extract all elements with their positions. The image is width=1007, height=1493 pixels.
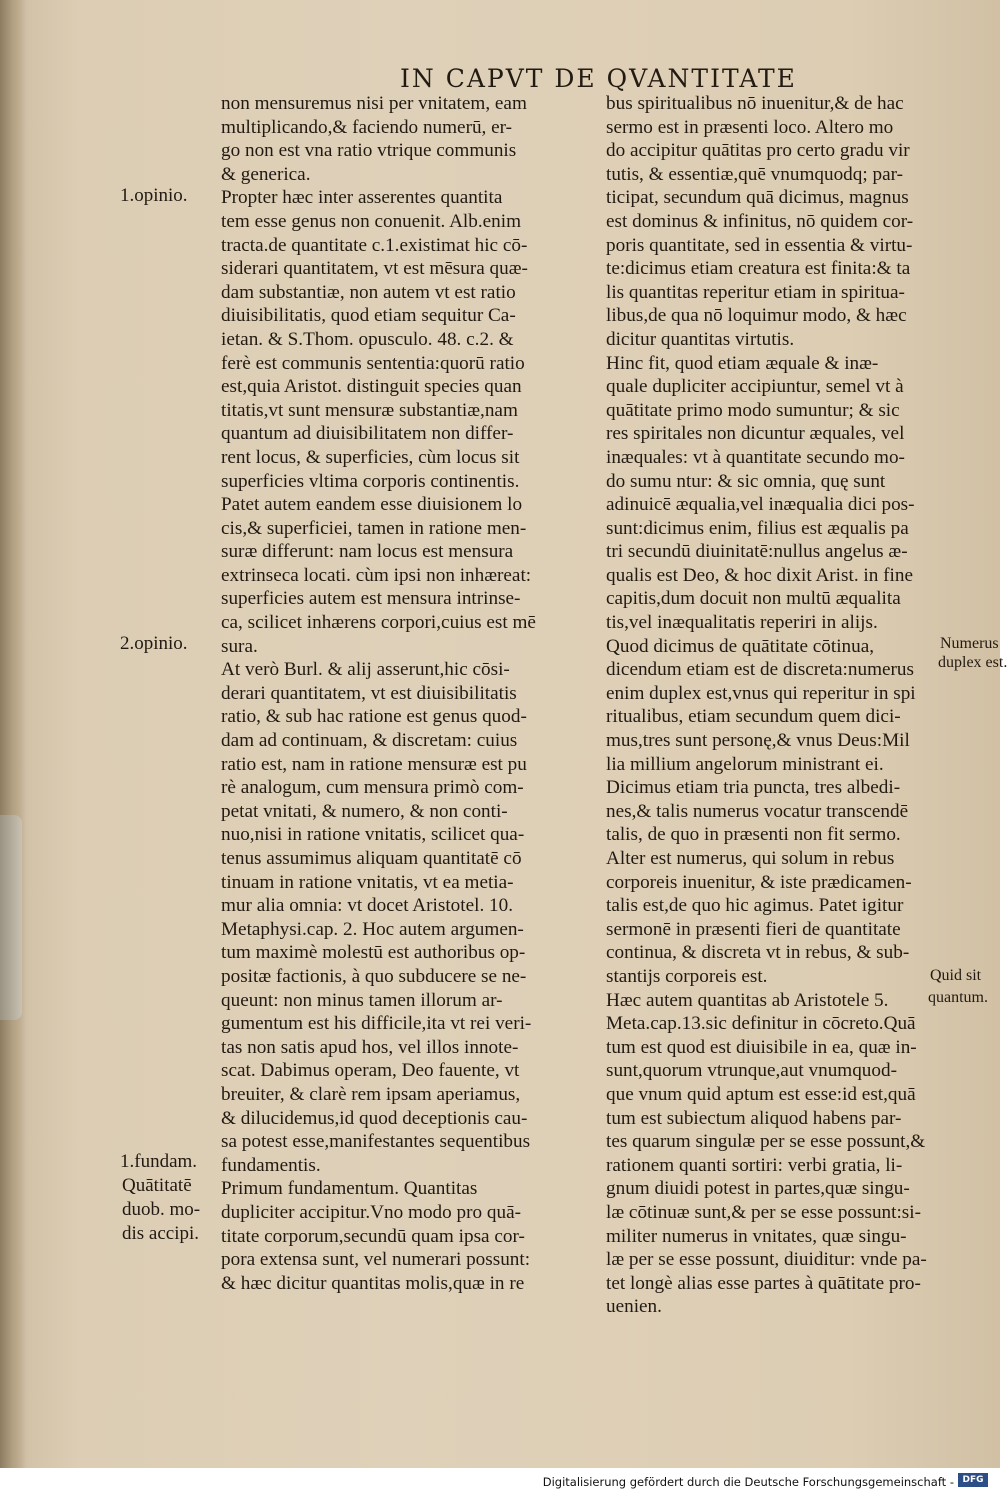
text-line: res spiritales non dicuntur æquales, vel bbox=[606, 423, 905, 445]
text-line: Primum fundamentum. Quantitas bbox=[221, 1178, 478, 1200]
binding-clip bbox=[0, 815, 22, 1020]
text-line: ferè est communis sententia:quorū ratio bbox=[221, 352, 525, 374]
text-line: quantum ad diuisibilitatem non differ- bbox=[221, 423, 514, 445]
text-line: poris quantitate, sed in essentia & virtu- bbox=[606, 234, 913, 256]
text-line: tenus assumimus aliquam quantitatē cō bbox=[221, 848, 522, 869]
text-line: non mensuremus nisi per vnitatem, eam bbox=[221, 93, 527, 114]
text-line: derari quantitatem, vt est diuisibilitatis bbox=[221, 682, 517, 704]
marginal-note-fundam-1: 1.fundam. bbox=[120, 1151, 198, 1172]
text-line: Metaphysi.cap. 2. Hoc autem argumen- bbox=[221, 918, 524, 940]
text-line: enim duplex est,vnus qui reperitur in spi bbox=[606, 682, 916, 704]
text-line: nuo,nisi in ratione vnitatis, scilicet qua- bbox=[221, 824, 525, 846]
marginal-note-numerus-2: duplex est. bbox=[938, 654, 1007, 671]
dfg-logo: DFG bbox=[958, 1473, 988, 1487]
text-line: libus,de qua nō loquimur modo, & hæc bbox=[606, 305, 907, 327]
text-line: pora extensa sunt, vel numerari possunt: bbox=[221, 1249, 531, 1271]
text-line: que vnum quid aptum est esse:id est,quā bbox=[606, 1083, 916, 1105]
text-line: sura. bbox=[221, 635, 258, 657]
text-line: tri secundū diuinitatē:nullus angelus æ- bbox=[606, 541, 908, 563]
text-line: dicitur quantitas virtutis. bbox=[606, 328, 795, 350]
text-line: multiplicando,& faciendo numerū, er- bbox=[221, 116, 513, 138]
marginal-note-opinio-2: 2.opinio. bbox=[120, 633, 188, 654]
text-line: adinuicē æqualia,vel inæqualia dici pos- bbox=[606, 494, 915, 516]
text-line: queunt: non minus tamen illorum ar- bbox=[221, 989, 503, 1011]
text-line: sa potest esse,manifestantes sequentibus bbox=[221, 1131, 531, 1153]
text-line: læ per se esse possunt, diuiditur: vnde pa- bbox=[606, 1249, 927, 1271]
text-line: sunt,quorum vtrunque,aut vnumquod- bbox=[606, 1060, 897, 1082]
text-line: qualis est Deo, & hoc dixit Arist. in fine bbox=[606, 564, 913, 586]
text-line: Hinc fit, quod etiam æquale & inæ- bbox=[606, 352, 879, 374]
text-line: tutis, & essentiæ,quē vnumquodq; par- bbox=[606, 163, 903, 185]
text-line: lia millium angelorum ministrant ei. bbox=[606, 753, 884, 775]
text-line: suræ differunt: nam locus est mensura bbox=[221, 541, 514, 563]
text-line: bus spiritualibus nō inuenitur,& de hac bbox=[606, 93, 904, 114]
text-line: & dilucidemus,id quod deceptionis cau- bbox=[221, 1107, 528, 1129]
text-line: superficies autem est mensura intrinse- bbox=[221, 588, 521, 610]
text-line: te:dicimus etiam creatura est finita:& ta bbox=[606, 258, 911, 280]
text-line: breuiter, & clarè rem ipsam aperiamus, bbox=[221, 1083, 521, 1105]
text-line: talis, de quo in præsenti non fit sermo. bbox=[606, 824, 901, 846]
text-line: talis est,de quo hic agimus. Patet igitur bbox=[606, 895, 904, 917]
text-line: gnum diuidi potest in partes,quæ singu- bbox=[606, 1178, 910, 1200]
marginal-note-quid-2: quantum. bbox=[928, 989, 988, 1006]
text-line: uenien. bbox=[606, 1296, 662, 1318]
text-line: nes,& talis numerus vocatur transcendē bbox=[606, 800, 909, 822]
text-line: ticipat, secundum quā dicimus, magnus bbox=[606, 187, 909, 209]
text-line: Meta.cap.13.sic definitur in cōcreto.Quā bbox=[606, 1013, 916, 1035]
text-line: Dicimus etiam tria puncta, tres albedi- bbox=[606, 777, 901, 799]
marginal-note-quid-1: Quid sit bbox=[930, 967, 982, 984]
text-line: dicendum etiam est de discreta:numerus bbox=[606, 659, 914, 681]
text-line: dam ad continuam, & discretam: cuius bbox=[221, 730, 518, 752]
marginal-note-quantitate-2: duob. mo- bbox=[122, 1199, 201, 1220]
text-line: lis quantitas reperitur etiam in spiritua- bbox=[606, 281, 905, 303]
text-line: rè analogum, cum mensura primò com- bbox=[221, 777, 524, 799]
text-line: læ cōtinuæ sunt,& per se esse possunt:si- bbox=[606, 1201, 921, 1223]
text-line: positæ factionis, à quo subducere se ne- bbox=[221, 965, 527, 987]
text-line: Propter hæc inter asserentes quantita bbox=[221, 187, 503, 209]
text-line: continua, & discreta vt in rebus, & sub- bbox=[606, 942, 910, 964]
text-line: do sumu ntur: & sic omnia, quę sunt bbox=[606, 470, 886, 492]
text-line: tum est quod est diuisibile in ea, quæ in- bbox=[606, 1036, 917, 1058]
text-line: At verò Burl. & alij asserunt,hic cōsi- bbox=[221, 659, 510, 681]
text-line: Hæc autem quantitas ab Aristotele 5. bbox=[606, 989, 889, 1011]
text-line: fundamentis. bbox=[221, 1154, 321, 1176]
text-line: tum est subiectum aliquod habens par- bbox=[606, 1107, 902, 1129]
text-line: rationem quanti sortiri: verbi gratia, li- bbox=[606, 1154, 903, 1176]
text-line: ritualibus, etiam secundum quem dici- bbox=[606, 706, 901, 728]
text-line: militer numerus in vnitates, quæ singu- bbox=[606, 1225, 907, 1247]
text-line: petat vnitati, & numero, & non conti- bbox=[221, 800, 508, 822]
text-line: cis,& superficiei, tamen in ratione men- bbox=[221, 517, 527, 539]
text-line: ca, scilicet inhærens corpori,cuius est mē bbox=[221, 612, 536, 634]
text-line: & generica. bbox=[221, 163, 311, 185]
text-line: extrinseca locati. cùm ipsi non inhæreat: bbox=[221, 564, 532, 586]
text-line: tinuam in ratione vnitatis, vt ea metia- bbox=[221, 871, 514, 893]
marginal-note-quantitate-1: Quātitatē bbox=[122, 1175, 192, 1196]
left-text-column bbox=[221, 92, 581, 1295]
footer-credit-text: Digitalisierung gefördert durch die Deutsche Forschungsgemeinschaft - bbox=[542, 1475, 954, 1489]
text-line: tas non satis apud hos, vel illos innote- bbox=[221, 1036, 519, 1058]
right-text-column bbox=[606, 92, 954, 1319]
text-line: tem esse genus non conuenit. Alb.enim bbox=[221, 210, 522, 232]
text-line: stantijs corporeis est. bbox=[606, 965, 768, 987]
marginal-note-quantitate-3: dis accipi. bbox=[122, 1223, 200, 1244]
text-line: go non est vna ratio vtrique communis bbox=[221, 140, 517, 162]
text-line: est dominus & infinitus, nō quidem cor- bbox=[606, 210, 914, 232]
running-head: IN CAPVT DE QVANTITATE bbox=[400, 64, 797, 93]
text-line: ratio est, nam in ratione mensuræ est pu bbox=[221, 753, 527, 775]
text-line: Patet autem eandem esse diuisionem lo bbox=[221, 494, 523, 516]
text-line: Quod dicimus de quātitate cōtinua, bbox=[606, 635, 875, 657]
text-line: inæquales: vt à quantitate secundo mo- bbox=[606, 446, 905, 468]
text-line: tracta.de quantitate c.1.existimat hic cō- bbox=[221, 234, 528, 256]
text-line: & hæc dicitur quantitas molis,quæ in re bbox=[221, 1272, 525, 1294]
text-line: titatis,vt sunt mensuræ substantiæ,nam bbox=[221, 399, 518, 421]
text-line: do accipitur quātitas pro certo gradu vir bbox=[606, 140, 910, 162]
text-line: est,quia Aristot. distinguit species quan bbox=[221, 376, 522, 398]
text-line: sermo est in præsenti loco. Altero mo bbox=[606, 116, 894, 138]
page-gutter-shadow bbox=[0, 0, 26, 1468]
text-line: tum maximè molestū est authoribus op- bbox=[221, 942, 526, 964]
text-line: tet longè alias esse partes à quātitate pro- bbox=[606, 1272, 921, 1294]
text-line: titate corporum,secundū quam ipsa cor- bbox=[221, 1225, 525, 1247]
text-line: ietan. & S.Thom. opusculo. 48. c.2. & bbox=[221, 328, 514, 350]
text-line: tes quarum singulæ per se esse possunt,& bbox=[606, 1131, 926, 1153]
marginal-note-numerus-1: Numerus bbox=[940, 635, 999, 652]
text-line: sunt:dicimus enim, filius est æqualis pa bbox=[606, 517, 909, 539]
text-line: Alter est numerus, qui solum in rebus bbox=[606, 848, 895, 869]
text-line: dam substantiæ, non autem vt est ratio bbox=[221, 281, 516, 303]
text-line: gumentum est his difficile,ita vt rei veri- bbox=[221, 1013, 532, 1035]
text-line: siderari quantitatem, vt est mēsura quæ- bbox=[221, 258, 528, 280]
text-line: sermonē in præsenti fieri de quantitate bbox=[606, 918, 901, 940]
text-line: mur alia omnia: vt docet Aristotel. 10. bbox=[221, 895, 514, 917]
text-line: rent locus, & superficies, cùm locus sit bbox=[221, 446, 520, 468]
text-line: diuisibilitatis, quod etiam sequitur Ca- bbox=[221, 305, 516, 327]
text-line: mus,tres sunt personę,& vnus Deus:Mil bbox=[606, 730, 910, 752]
text-line: tis,vel inæqualitatis reperiri in alijs. bbox=[606, 612, 878, 634]
marginal-note-opinio-1: 1.opinio. bbox=[120, 185, 188, 206]
digitization-footer bbox=[0, 1468, 1000, 1493]
text-line: superficies vltima corporis continentis. bbox=[221, 470, 520, 492]
text-line: scat. Dabimus operam, Deo fauente, vt bbox=[221, 1060, 520, 1082]
text-line: quātitate primo modo sumuntur; & sic bbox=[606, 399, 900, 421]
text-line: corporeis inuenitur, & iste prædicamen- bbox=[606, 871, 912, 893]
text-line: quale dupliciter accipiuntur, semel vt à bbox=[606, 376, 904, 398]
text-line: capitis,dum docuit non multū æqualita bbox=[606, 588, 901, 610]
text-line: ratio, & sub hac ratione est genus quod- bbox=[221, 706, 527, 728]
text-line: dupliciter accipitur.Vno modo pro quā- bbox=[221, 1201, 521, 1223]
